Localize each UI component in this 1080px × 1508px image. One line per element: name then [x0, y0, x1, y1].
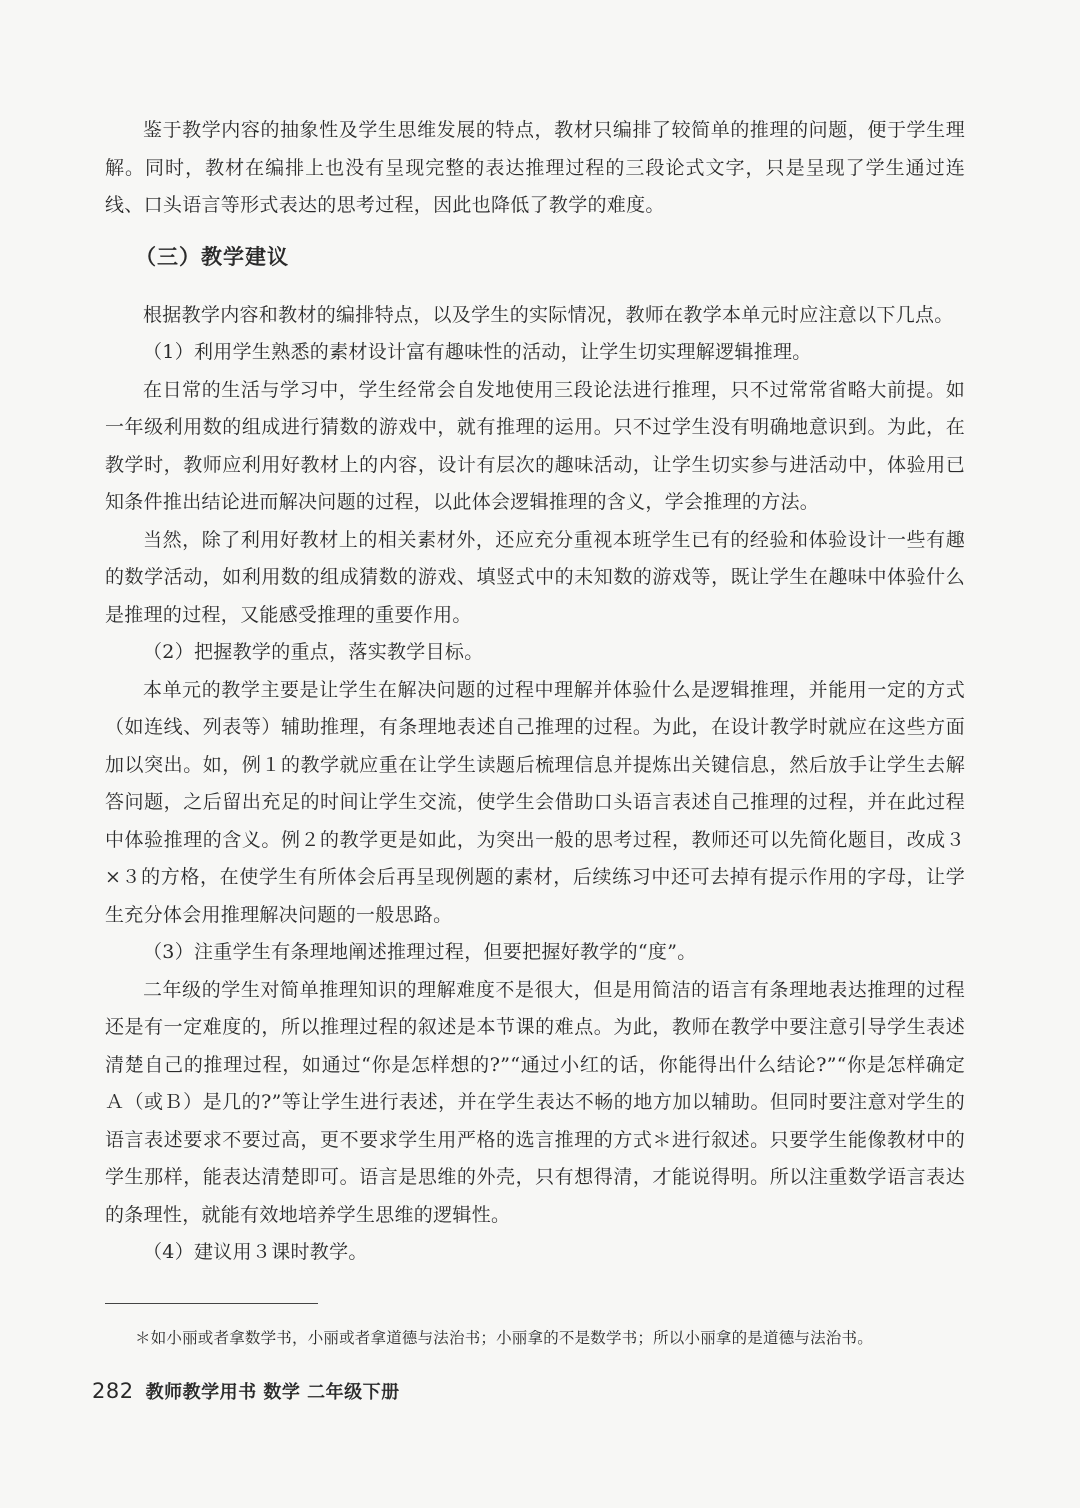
point-1-title: （1）利用学生熟悉的素材设计富有趣味性的活动，让学生切实理解逻辑推理。	[143, 341, 812, 363]
body-paragraph: 二年级的学生对简单推理知识的理解难度不是很大，但是用简洁的语言有条理地表达推理的过程还是有一定难度的，所以推理过程的叙述是本节课的难点。为此，教师在教学中要注意引导学生表述清楚自己的推理过程，如通过“你是怎样想的?”“通过小红的话，你能得出什么结论?”“你是怎样确定Ａ（或Ｂ）是几的?”等让学生进行表述，并在学生表达不畅的地方加以辅助。但同时要注意对学生的语言表述要求不要过高，更不要求学生用严格的选言推理的方式＊进行叙述。只要学生能像教材中的学生那样，能表达清楚即可。语言是思维的外壳，只有想得清，才能说得明。所以注重数学语言表达的条理性，就能有效地培养学生思维的逻辑性。	[105, 978, 965, 1226]
book-title: 教师教学用书 数学 二年级下册	[145, 1382, 400, 1403]
point-4-title: （4）建议用３课时教学。	[143, 1241, 368, 1263]
footnote-divider	[105, 1303, 318, 1304]
point-3-title: （3）注重学生有条理地阐述推理过程，但要把握好教学的“度”。	[143, 941, 697, 963]
body-paragraph: 在日常的生活与学习中，学生经常会自发地使用三段论法进行推理，只不过常常省略大前提。如一年级利用数的组成进行猜数的游戏中，就有推理的运用。只不过学生没有明确地意识到。为此，在教学时，教师应利用好教材上的内容，设计有层次的趣味活动，让学生切实参与进活动中，体验用已知条件推出结论进而解决问题的过程，以此体会逻辑推理的含义，学会推理的方法。	[105, 378, 965, 513]
page-footer	[92, 1378, 400, 1404]
intro-paragraph: 鉴于教学内容的抽象性及学生思维发展的特点，教材只编排了较简单的推理的问题，便于学生理解。同时，教材在编排上也没有呈现完整的表达推理过程的三段论式文字，只是呈现了学生通过连线、口头语言等形式表达的思考过程，因此也降低了教学的难度。	[105, 119, 965, 216]
page-content	[105, 112, 965, 1272]
body-paragraph: 当然，除了利用好教材上的相关素材外，还应充分重视本班学生已有的经验和体验设计一些有趣的数学活动，如利用数的组成猜数的游戏、填竖式中的未知数的游戏等，既让学生在趣味中体验什么是推理的过程，又能感受推理的重要作用。	[105, 528, 965, 626]
section-heading: （三）教学建议	[135, 244, 289, 269]
page-number: 282	[92, 1379, 134, 1403]
point-2-title: （2）把握教学的重点，落实教学目标。	[143, 641, 484, 663]
body-paragraph: 根据教学内容和教材的编排特点，以及学生的实际情况，教师在教学本单元时应注意以下几点。	[143, 303, 954, 326]
footnote: ＊如小丽或者拿数学书，小丽或者拿道德与法治书；小丽拿的不是数学书；所以小丽拿的是道德与法治书。	[135, 1329, 873, 1347]
body-paragraph: 本单元的教学主要是让学生在解决问题的过程中理解并体验什么是逻辑推理，并能用一定的方式（如连线、列表等）辅助推理，有条理地表述自己推理的过程。为此，在设计教学时就应在这些方面加以突出。如，例１的教学就应重在让学生读题后梳理信息并提炼出关键信息，然后放手让学生去解答问题，之后留出充足的时间让学生交流，使学生会借助口头语言表述自己推理的过程，并在此过程中体验推理的含义。例２的教学更是如此，为突出一般的思考过程，教师还可以先简化题目，改成３×３的方格，在使学生有所体会后再呈现例题的素材，后续练习中还可去掉有提示作用的字母，让学生充分体会用推理解决问题的一般思路。	[105, 678, 965, 926]
